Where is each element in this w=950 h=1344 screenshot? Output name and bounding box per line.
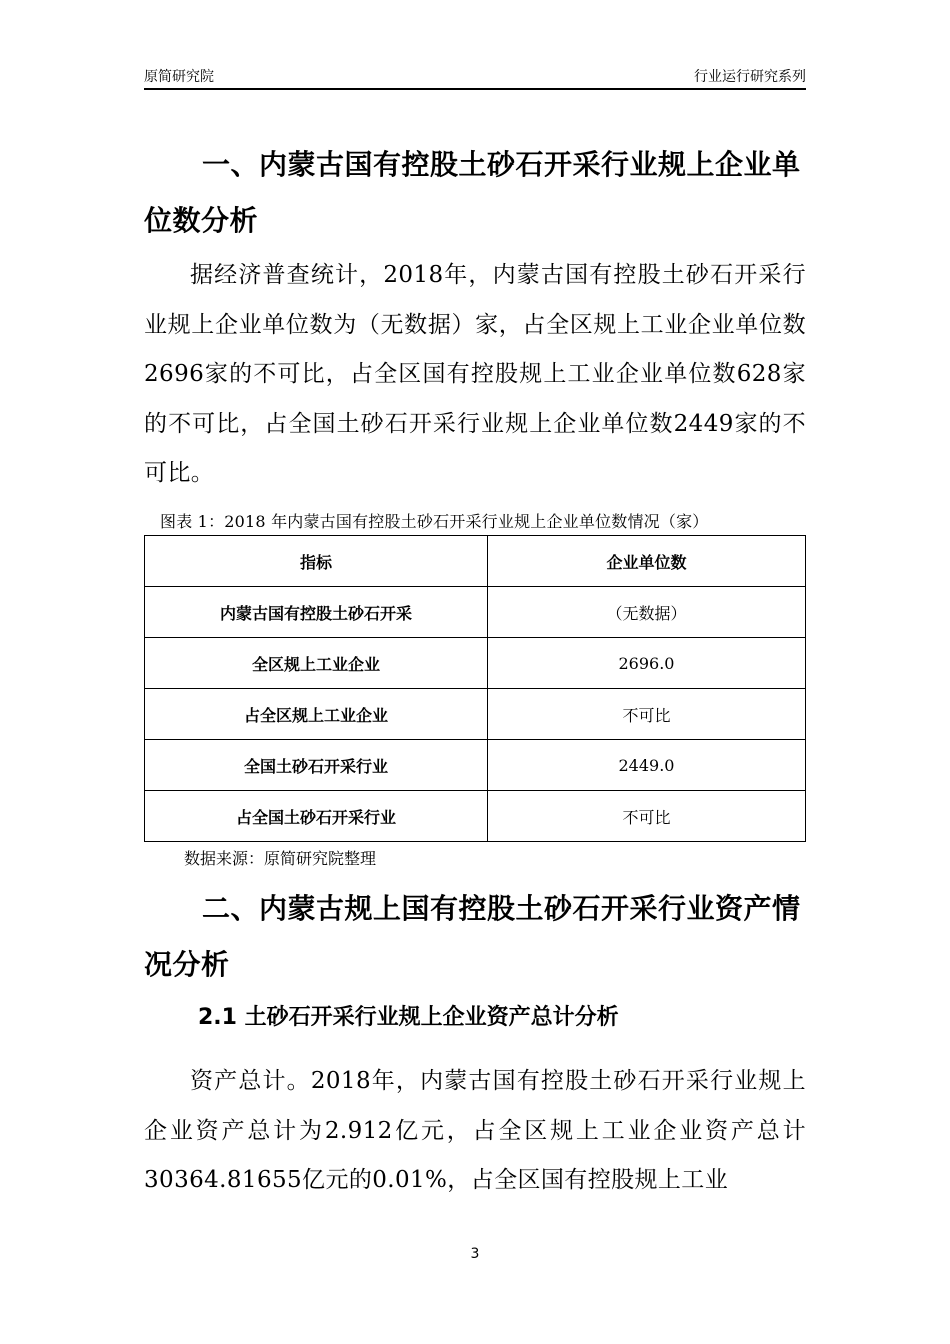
header-series-name: 行业运行研究系列	[694, 69, 806, 85]
table1	[144, 535, 806, 842]
table-row	[145, 740, 806, 791]
table-cell-label: 内蒙古国有控股土砂石开采	[145, 587, 488, 638]
table-row	[145, 689, 806, 740]
table-cell-value: 2449.0	[488, 740, 806, 791]
table-cell-label: 占全区规上工业企业	[145, 689, 488, 740]
table1-source: 数据来源：原简研究院整理	[184, 849, 377, 868]
section1-paragraph: 据经济普查统计，2018年，内蒙古国有控股土砂石开采行业规上企业单位数为（无数据）家，占全区规上工业企业单位数2696家的不可比，占全区国有控股规上工业企业单位数628家的不可比，占全国土砂石开采行业规上企业单位数2449家的不可比。	[144, 262, 806, 486]
header-divider	[144, 88, 806, 90]
table-row	[145, 638, 806, 689]
table1-caption: 图表 1：2018 年内蒙古国有控股土砂石开采行业规上企业单位数情况（家）	[160, 512, 709, 531]
table-cell-label: 全国土砂石开采行业	[145, 740, 488, 791]
section1-heading: 一、内蒙古国有控股土砂石开采行业规上企业单位数分析	[144, 148, 801, 237]
header-org-name: 原简研究院	[144, 69, 214, 85]
table-cell-value: 不可比	[488, 689, 806, 740]
table-row	[145, 791, 806, 842]
subsection-heading: 2.1 土砂石开采行业规上企业资产总计分析	[198, 1005, 619, 1030]
page-number: 3	[470, 1246, 480, 1262]
page-header	[144, 66, 806, 88]
table-cell-value: （无数据）	[488, 587, 806, 638]
table-cell-label: 占全国土砂石开采行业	[145, 791, 488, 842]
table-header-count: 企业单位数	[488, 536, 806, 587]
table-header-indicator: 指标	[145, 536, 488, 587]
table-cell-label: 全区规上工业企业	[145, 638, 488, 689]
table-cell-value: 不可比	[488, 791, 806, 842]
table-header-row	[145, 536, 806, 587]
table-row	[145, 587, 806, 638]
section2-paragraph: 资产总计。2018年，内蒙古国有控股土砂石开采行业规上企业资产总计为2.912亿元，占全区规上工业企业资产总计30364.81655亿元的0.01%，占全区国有控股规上工业	[144, 1068, 806, 1193]
table-cell-value: 2696.0	[488, 638, 806, 689]
section2-heading: 二、内蒙古规上国有控股土砂石开采行业资产情况分析	[144, 892, 801, 981]
